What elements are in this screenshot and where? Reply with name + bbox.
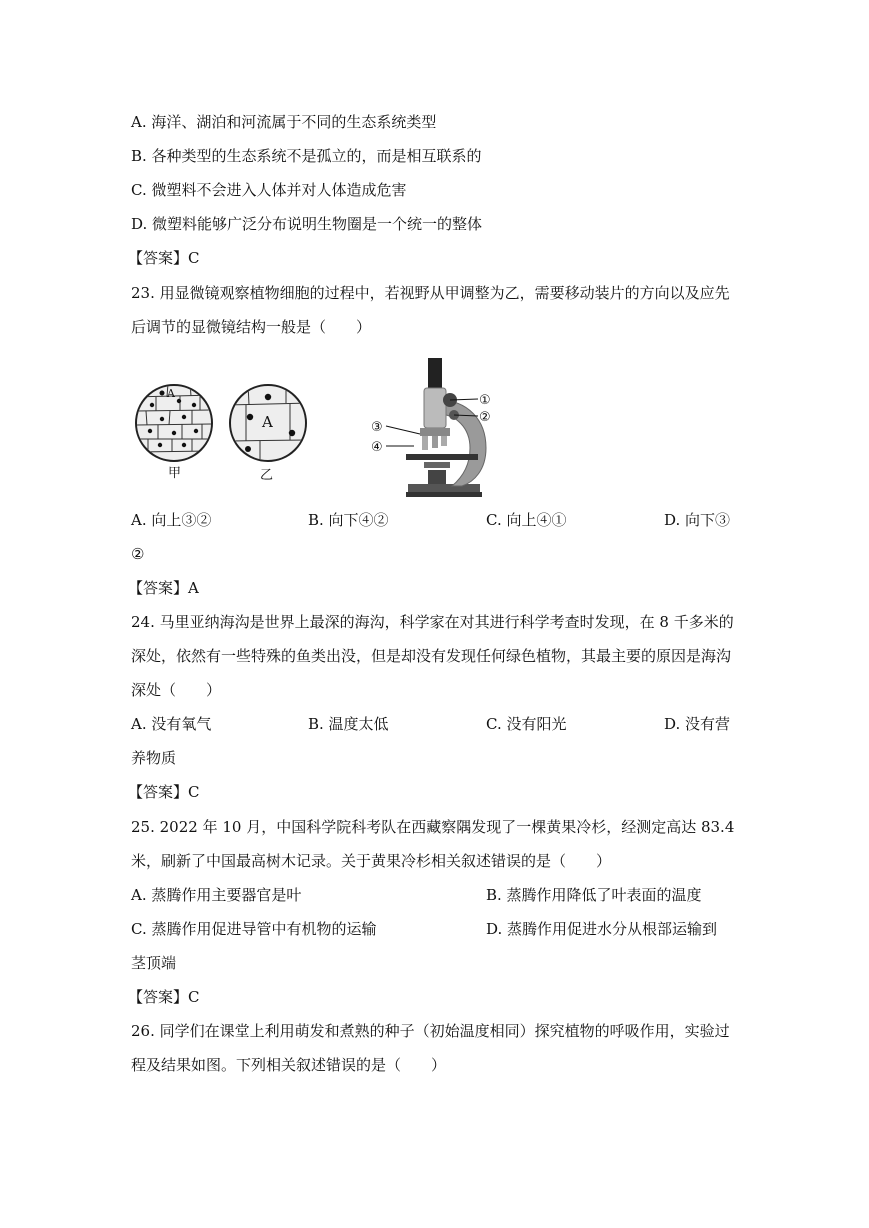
q25-option-a: A. 蒸腾作用主要器官是叶	[131, 886, 302, 904]
q25-option-b: B. 蒸腾作用降低了叶表面的温度	[486, 886, 702, 904]
q25-stem-line1: 25. 2022 年 10 月，中国科学院科考队在西藏察隅发现了一棵黄果冷杉，经测定高达 83.4	[131, 818, 735, 836]
q23-option-d-wrap: ②	[131, 545, 145, 563]
q23-cell-letter-jia: A	[167, 387, 175, 400]
microscope-label-1: ①	[479, 393, 491, 408]
q24-stem-line1: 24. 马里亚纳海沟是世界上最深的海沟，科学家在对其进行科学考查时发现，在 8 千多米的	[131, 613, 734, 631]
microscope-label-2: ②	[479, 410, 491, 425]
q24-answer: 【答案】C	[128, 783, 200, 801]
q26-stem-line2: 程及结果如图。下列相关叙述错误的是（ ）	[131, 1056, 447, 1074]
q22-answer: 【答案】C	[128, 249, 200, 267]
q24-option-a: A. 没有氧气	[131, 715, 212, 733]
q23-view-jia-figure	[134, 383, 214, 483]
q22-option-a: A. 海洋、湖泊和河流属于不同的生态系统类型	[131, 113, 437, 131]
q23-view-jia-label: 甲	[168, 466, 182, 481]
q25-option-d-wrap: 茎顶端	[131, 954, 177, 972]
q23-view-yi-figure	[228, 383, 308, 485]
q23-cell-letter-yi: A	[262, 413, 273, 431]
q23-option-d: D. 向下③	[664, 511, 731, 529]
q23-microscope-figure	[368, 352, 528, 500]
q23-view-yi-label: 乙	[260, 468, 274, 483]
q24-stem-line2: 深处，依然有一些特殊的鱼类出没，但是却没有发现任何绿色植物，其最主要的原因是海沟	[131, 647, 732, 665]
q24-option-c: C. 没有阳光	[486, 715, 567, 733]
q23-option-c: C. 向上④①	[486, 511, 567, 529]
microscope-label-3: ③	[371, 420, 383, 435]
q24-option-b: B. 温度太低	[308, 715, 389, 733]
q25-answer: 【答案】C	[128, 988, 200, 1006]
q22-option-c: C. 微塑料不会进入人体并对人体造成危害	[131, 181, 407, 199]
q22-option-d: D. 微塑料能够广泛分布说明生物圈是一个统一的整体	[131, 215, 483, 233]
q23-stem-line2: 后调节的显微镜结构一般是（ ）	[131, 318, 372, 336]
q23-option-b: B. 向下④②	[308, 511, 389, 529]
q25-option-d: D. 蒸腾作用促进水分从根部运输到	[486, 920, 718, 938]
q24-stem-line3: 深处（ ）	[131, 681, 222, 699]
q25-stem-line2: 米，刷新了中国最高树木记录。关于黄果冷杉相关叙述错误的是（ ）	[131, 852, 612, 870]
q23-option-a: A. 向上③②	[131, 511, 212, 529]
q23-answer: 【答案】A	[128, 579, 199, 597]
q23-stem-line1: 23. 用显微镜观察植物细胞的过程中，若视野从甲调整为乙，需要移动装片的方向以及应先	[131, 284, 730, 302]
q24-option-d-wrap: 养物质	[131, 749, 177, 767]
q22-option-b: B. 各种类型的生态系统不是孤立的，而是相互联系的	[131, 147, 482, 165]
q25-option-c: C. 蒸腾作用促进导管中有机物的运输	[131, 920, 377, 938]
q26-stem-line1: 26. 同学们在课堂上利用萌发和煮熟的种子（初始温度相同）探究植物的呼吸作用，实验过	[131, 1022, 730, 1040]
q24-option-d: D. 没有营	[664, 715, 731, 733]
microscope-label-4: ④	[371, 440, 383, 455]
